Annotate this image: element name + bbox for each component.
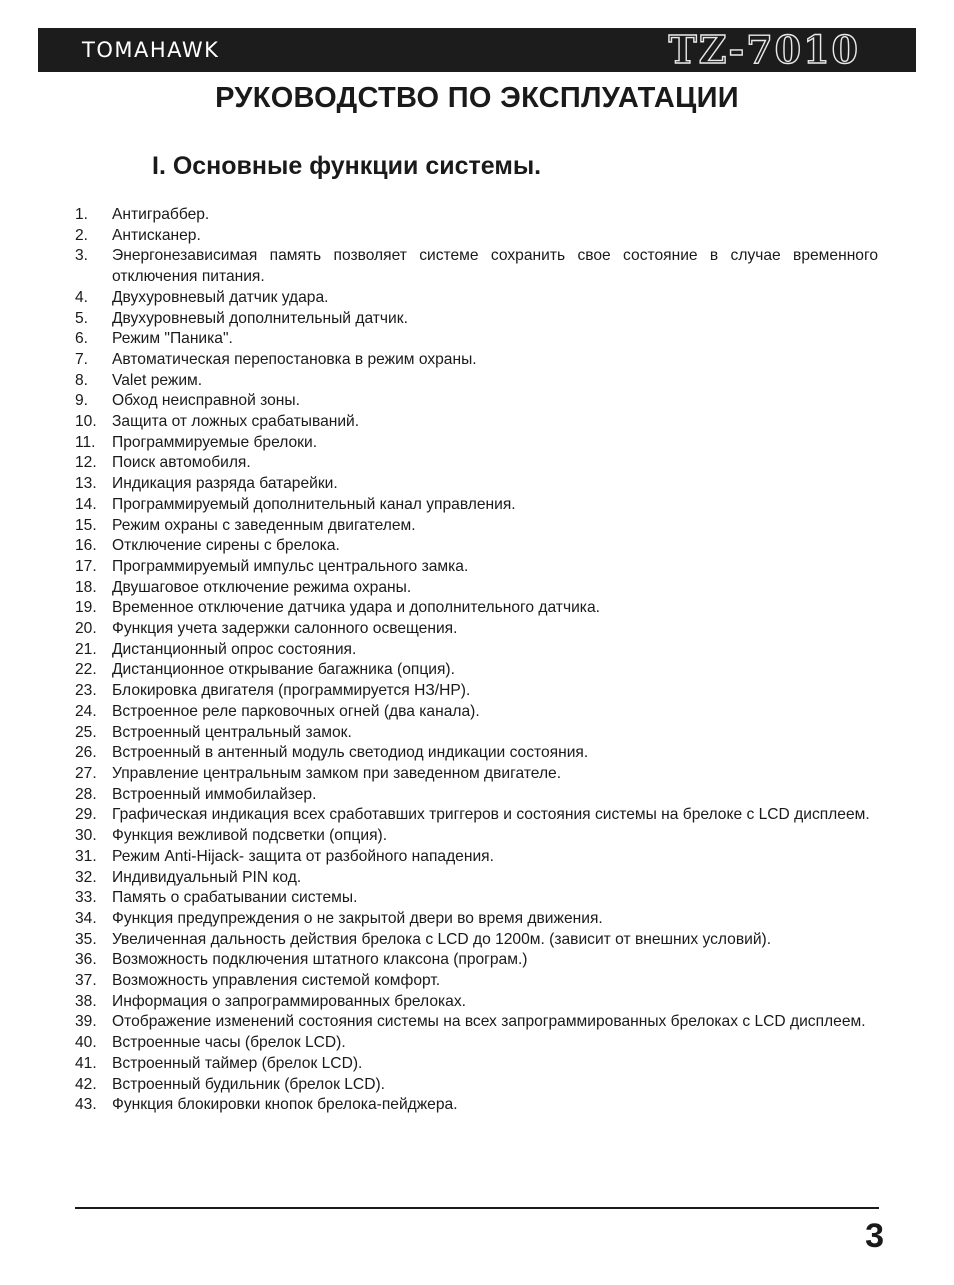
list-item-text: Поиск автомобиля. xyxy=(112,454,251,472)
list-item xyxy=(75,764,878,785)
list-item-number: 38. xyxy=(75,992,97,1010)
list-item-text: Возможность управления системой комфорт. xyxy=(112,972,441,990)
section-title: I. Основные функции системы. xyxy=(152,152,542,180)
list-item-text: Автоматическая перепостановка в режим охраны. xyxy=(112,350,477,368)
model-name: TZ-7010 xyxy=(668,27,860,72)
list-item-text: Встроенный иммобилайзер. xyxy=(112,785,317,803)
list-item xyxy=(75,495,878,516)
list-item-text: Встроенный таймер (брелок LCD). xyxy=(112,1054,363,1072)
list-item-number: 36. xyxy=(75,951,97,969)
list-item-text: Дистанционный опрос состояния. xyxy=(112,640,357,658)
list-item xyxy=(75,350,878,371)
list-item-number: 18. xyxy=(75,578,97,596)
list-item-number: 5. xyxy=(75,309,89,327)
list-item-number: 1. xyxy=(75,206,89,223)
list-item-number: 39. xyxy=(75,1013,97,1031)
list-item xyxy=(75,453,878,474)
list-item-text: Антисканер. xyxy=(112,226,201,244)
list-item-number: 2. xyxy=(75,226,89,244)
list-item-text: Встроенный в антенный модуль светодиод индикации состояния. xyxy=(112,744,589,762)
list-item xyxy=(75,1095,878,1116)
list-item xyxy=(75,309,878,330)
list-item xyxy=(75,205,878,226)
list-item-text: Память о срабатывании системы. xyxy=(112,889,358,907)
list-item xyxy=(75,992,878,1013)
list-item-text: Программируемый дополнительный канал управления. xyxy=(112,495,516,513)
list-item-number: 23. xyxy=(75,682,97,700)
footer-divider xyxy=(75,1207,879,1209)
list-item xyxy=(75,288,878,309)
list-item xyxy=(75,971,878,992)
list-item-number: 33. xyxy=(75,889,97,907)
list-item-number: 21. xyxy=(75,640,97,658)
list-item-number: 31. xyxy=(75,847,97,865)
list-item-number: 34. xyxy=(75,909,97,927)
list-item-number: 14. xyxy=(75,495,97,513)
list-item xyxy=(75,743,878,764)
list-item xyxy=(75,930,878,951)
list-item xyxy=(75,598,878,619)
list-item xyxy=(75,516,878,537)
list-item xyxy=(75,391,878,412)
list-item-text: Программируемый импульс центрального замка. xyxy=(112,557,469,575)
list-item xyxy=(75,950,878,971)
list-item-number: 28. xyxy=(75,785,97,803)
list-item xyxy=(75,640,878,661)
list-item-text: Информация о запрограммированных брелоках. xyxy=(112,992,466,1010)
list-item-text: Функция блокировки кнопок брелока-пейджера. xyxy=(112,1096,458,1114)
list-item xyxy=(75,785,878,806)
list-item-number: 15. xyxy=(75,516,97,534)
list-item-text: Функция вежливой подсветки (опция). xyxy=(112,827,388,845)
list-item-text: Управление центральным замком при заведенном двигателе. xyxy=(112,764,562,782)
list-item xyxy=(75,619,878,640)
list-item xyxy=(75,433,878,454)
list-item-text: Графическая индикация всех сработавших триггеров и состояния системы на брелоке с LCD дисплеем. xyxy=(112,806,870,824)
list-item xyxy=(75,681,878,702)
list-item-number: 29. xyxy=(75,806,97,824)
list-item-number: 35. xyxy=(75,930,97,948)
list-item-text: Увеличенная дальность действия брелока с LCD до 1200м. (зависит от внешних условий). xyxy=(112,930,772,948)
list-item-number: 12. xyxy=(75,454,97,472)
list-item-number: 8. xyxy=(75,371,89,389)
list-item-text: Двухуровневый дополнительный датчик. xyxy=(112,309,408,327)
list-item-text: Обход неисправной зоны. xyxy=(112,392,300,410)
list-item xyxy=(75,412,878,433)
list-item xyxy=(75,329,878,350)
list-item-text: Защита от ложных срабатываний. xyxy=(112,413,360,431)
list-item-text: Возможность подключения штатного клаксона (програм.) xyxy=(112,951,528,969)
list-item-text: Двухуровневый датчик удара. xyxy=(112,288,329,306)
list-item xyxy=(75,805,878,826)
list-item xyxy=(75,246,878,287)
list-item-number: 16. xyxy=(75,537,97,555)
list-item-text: Встроенный будильник (брелок LCD). xyxy=(112,1075,385,1093)
list-item xyxy=(75,826,878,847)
list-item-number: 27. xyxy=(75,764,97,782)
list-item-number: 25. xyxy=(75,723,97,741)
list-item xyxy=(75,474,878,495)
list-item xyxy=(75,1012,878,1033)
list-item-text: Встроенное реле парковочных огней (два канала). xyxy=(112,702,480,720)
list-item-number: 37. xyxy=(75,972,97,990)
list-item xyxy=(75,909,878,930)
list-item-number: 24. xyxy=(75,702,97,720)
list-item-text: Режим "Паника". xyxy=(112,330,233,348)
header-bar xyxy=(38,28,916,72)
list-item-text: Двушаговое отключение режима охраны. xyxy=(112,578,412,596)
list-item-text: Отображение изменений состояния системы на всех запрограммированных брелоках с LCD дисплеем. xyxy=(112,1013,866,1031)
list-item-text: Антиграббер. xyxy=(112,206,210,223)
list-item-number: 9. xyxy=(75,392,89,410)
list-item-number: 17. xyxy=(75,557,97,575)
list-item-text: Valet режим. xyxy=(112,371,203,389)
list-item-text: Энергонезависимая память позволяет системе сохранить свое состояние в случае временного отключения питания. xyxy=(112,247,878,286)
list-item xyxy=(75,1033,878,1054)
list-item-text: Индикация разряда батарейки. xyxy=(112,475,338,493)
list-item-number: 11. xyxy=(75,433,96,451)
list-item-number: 6. xyxy=(75,330,89,348)
list-item xyxy=(75,578,878,599)
list-item-text: Встроенные часы (брелок LCD). xyxy=(112,1034,346,1052)
list-item-number: 22. xyxy=(75,661,97,679)
list-item-number: 40. xyxy=(75,1034,97,1052)
list-item xyxy=(75,1075,878,1096)
list-item-text: Индивидуальный PIN код. xyxy=(112,868,302,886)
page-title: РУКОВОДСТВО ПО ЭКСПЛУАТАЦИИ xyxy=(215,82,739,114)
list-item xyxy=(75,868,878,889)
list-item xyxy=(75,660,878,681)
list-item-text: Режим охраны с заведенным двигателем. xyxy=(112,516,416,534)
list-item xyxy=(75,888,878,909)
list-item xyxy=(75,536,878,557)
list-item-number: 3. xyxy=(75,247,89,265)
list-item-number: 19. xyxy=(75,599,97,617)
list-item-number: 43. xyxy=(75,1096,97,1114)
list-item xyxy=(75,371,878,392)
list-item xyxy=(75,847,878,868)
brand-name: TOMAHAWK xyxy=(82,38,220,62)
list-item-number: 30. xyxy=(75,827,97,845)
list-item-text: Отключение сирены с брелока. xyxy=(112,537,340,555)
list-item-text: Временное отключение датчика удара и дополнительного датчика. xyxy=(112,599,600,617)
feature-list xyxy=(75,205,878,1116)
list-item-number: 4. xyxy=(75,288,89,306)
list-item-text: Дистанционное открывание багажника (опция). xyxy=(112,661,455,679)
list-item xyxy=(75,702,878,723)
list-item xyxy=(75,557,878,578)
list-item-text: Режим Anti-Hijack- защита от разбойного нападения. xyxy=(112,847,494,865)
page-number: 3 xyxy=(865,1217,884,1255)
list-item xyxy=(75,1054,878,1075)
list-item-text: Встроенный центральный замок. xyxy=(112,723,352,741)
list-item-text: Функция учета задержки салонного освещения. xyxy=(112,620,458,638)
list-item xyxy=(75,226,878,247)
list-item-number: 10. xyxy=(75,413,97,431)
list-item xyxy=(75,723,878,744)
list-item-text: Программируемые брелоки. xyxy=(112,433,318,451)
list-item-number: 13. xyxy=(75,475,97,493)
list-item-number: 41. xyxy=(75,1054,97,1072)
list-item-text: Функция предупреждения о не закрытой двери во время движения. xyxy=(112,909,603,927)
list-item-number: 20. xyxy=(75,620,97,638)
list-item-number: 7. xyxy=(75,350,89,368)
list-item-number: 26. xyxy=(75,744,97,762)
list-item-number: 32. xyxy=(75,868,97,886)
list-item-number: 42. xyxy=(75,1075,97,1093)
list-item-text: Блокировка двигателя (программируется НЗ/НР). xyxy=(112,682,471,700)
